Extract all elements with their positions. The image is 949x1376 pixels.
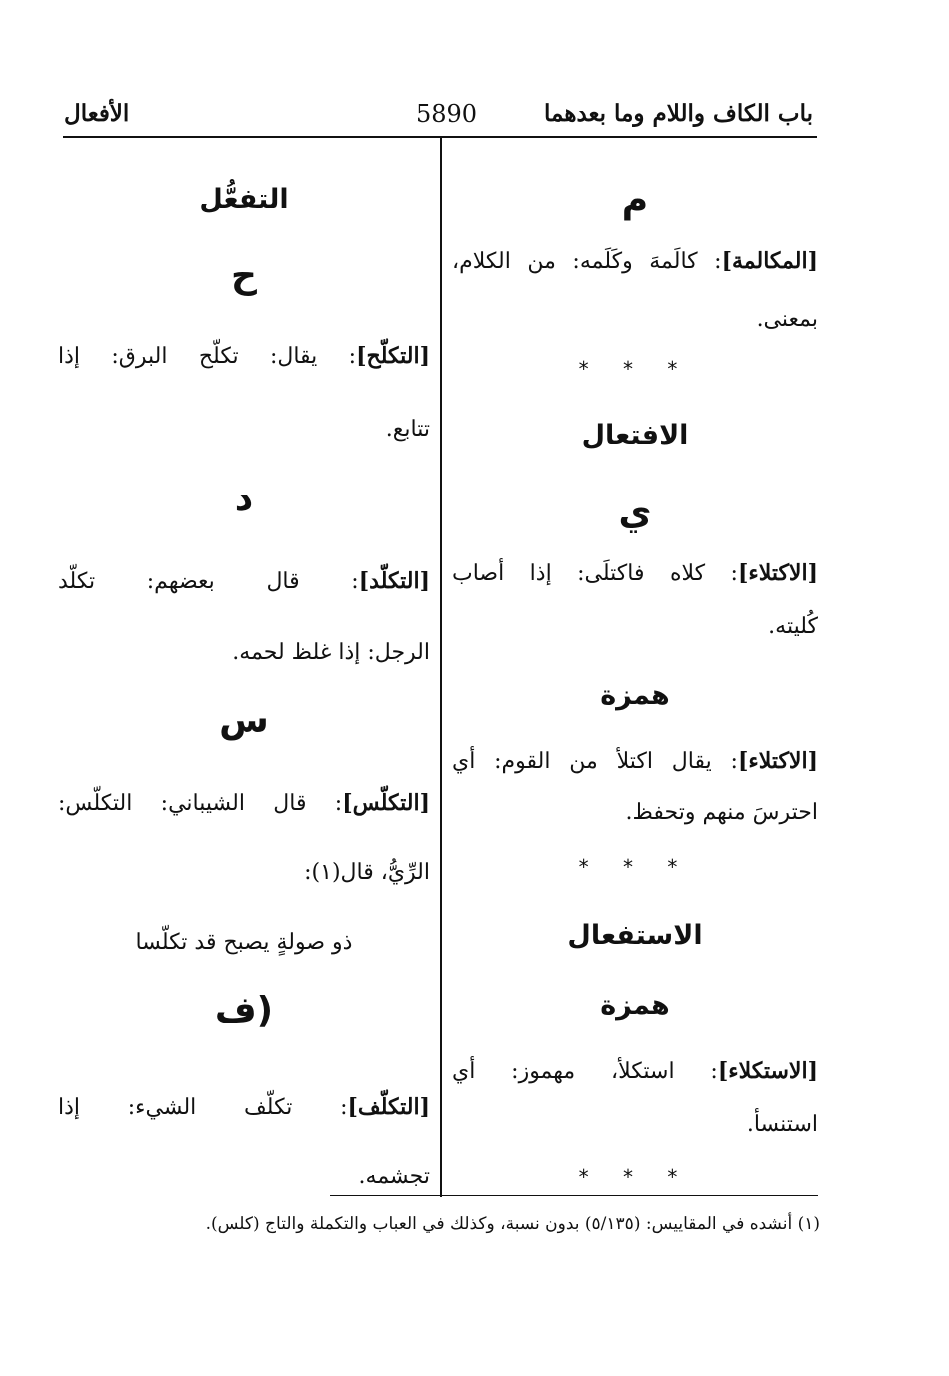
entry-takallud-line2: الرجل: إذا غلظ لحمه. [232, 640, 430, 665]
entry-takalluf-line2: تجشمه. [358, 1164, 430, 1189]
section-separator: * * * [578, 357, 692, 381]
entry-takallud-line1 [58, 566, 430, 597]
entry-takallukh-line1 [58, 341, 430, 372]
entry-takallus-line2: الرِّيُّ، قال(١): [304, 860, 430, 885]
entry-text: : كالَمهَ وكَلَمه: من الكلام، [452, 249, 722, 274]
letter-heading-fa: (ف [214, 990, 274, 1031]
entry-mukalama-line1 [452, 246, 818, 277]
entry-istikla-line2: استنسأ. [746, 1112, 818, 1137]
entry-iktila-line1 [452, 558, 818, 589]
entry-keyword: [التكلّس] [342, 790, 430, 816]
entry-istikla-line1 [452, 1056, 818, 1087]
section-heading-hamza: همزة [600, 680, 670, 711]
entry-text: : قال بعضهم: تكلّد [58, 569, 359, 594]
letter-heading-ya: ي [618, 492, 652, 533]
entry-keyword: [التكلّح] [356, 343, 430, 369]
poetry-verse: ذو صولةٍ يصبح قد تكلّسا [135, 930, 353, 955]
running-header-chapter: باب الكاف واللام وما بعدهما [544, 100, 813, 127]
entry-text: : تكلّف الشيء: إذا [58, 1095, 348, 1120]
section-heading-istifaal: الاستفعال [567, 920, 703, 951]
entry-keyword: [التكلّف] [347, 1094, 430, 1120]
section-separator: * * * [578, 1165, 692, 1189]
section-heading-iftiaal: الافتعال [581, 420, 689, 451]
letter-heading-ha: ح [231, 255, 257, 296]
entry-keyword: [التكلّد] [358, 568, 430, 594]
section-heading-tafaul: التفعُّل [199, 184, 289, 215]
entry-text: : استكلأ، مهموز: أي [452, 1059, 718, 1084]
entry-text: : كلاه فاكتلَى: إذا أصاب [452, 561, 738, 586]
entry-mukalama-line2: بمعنى. [756, 307, 818, 332]
entry-keyword: [الاكتلاء] [737, 748, 818, 774]
entry-text: : يقال: تكلّح البرق: إذا [58, 344, 357, 369]
entry-keyword: [الاكتلاء] [737, 560, 818, 586]
entry-takallukh-line2: تتابع. [385, 417, 430, 442]
entry-takalluf-line1 [58, 1092, 430, 1123]
entry-iktila-line2: كُليته. [768, 614, 818, 639]
entry-takallus-line1 [58, 788, 430, 819]
column-divider [440, 138, 442, 1197]
letter-heading-sin: س [219, 700, 269, 741]
footnote: (١) أنشده في المقاييس: (٥/١٣٥) بدون نسبة، وكذلك في العباب والتكملة والتاج (كلس). [205, 1214, 820, 1234]
entry-iktila-hamza-line1 [452, 746, 818, 777]
entry-keyword: [المكالمة] [721, 248, 818, 274]
entry-keyword: [الاستكلاء] [717, 1058, 818, 1084]
entry-iktila-hamza-line2: احترسَ منهم وتحفظ. [625, 800, 818, 825]
entry-text: : قال الشيباني: التكلّس: [58, 791, 343, 816]
section-separator: * * * [578, 855, 692, 879]
letter-heading-mim: م [621, 180, 649, 221]
letter-heading-dal: د [234, 478, 254, 519]
running-header-section: الأفعال [64, 100, 130, 127]
page-number: 5890 [416, 100, 478, 128]
section-heading-hamza: همزة [600, 990, 670, 1021]
footnote-rule [330, 1195, 818, 1196]
entry-text: : يقال اكتلأ من القوم: أي [452, 749, 738, 774]
